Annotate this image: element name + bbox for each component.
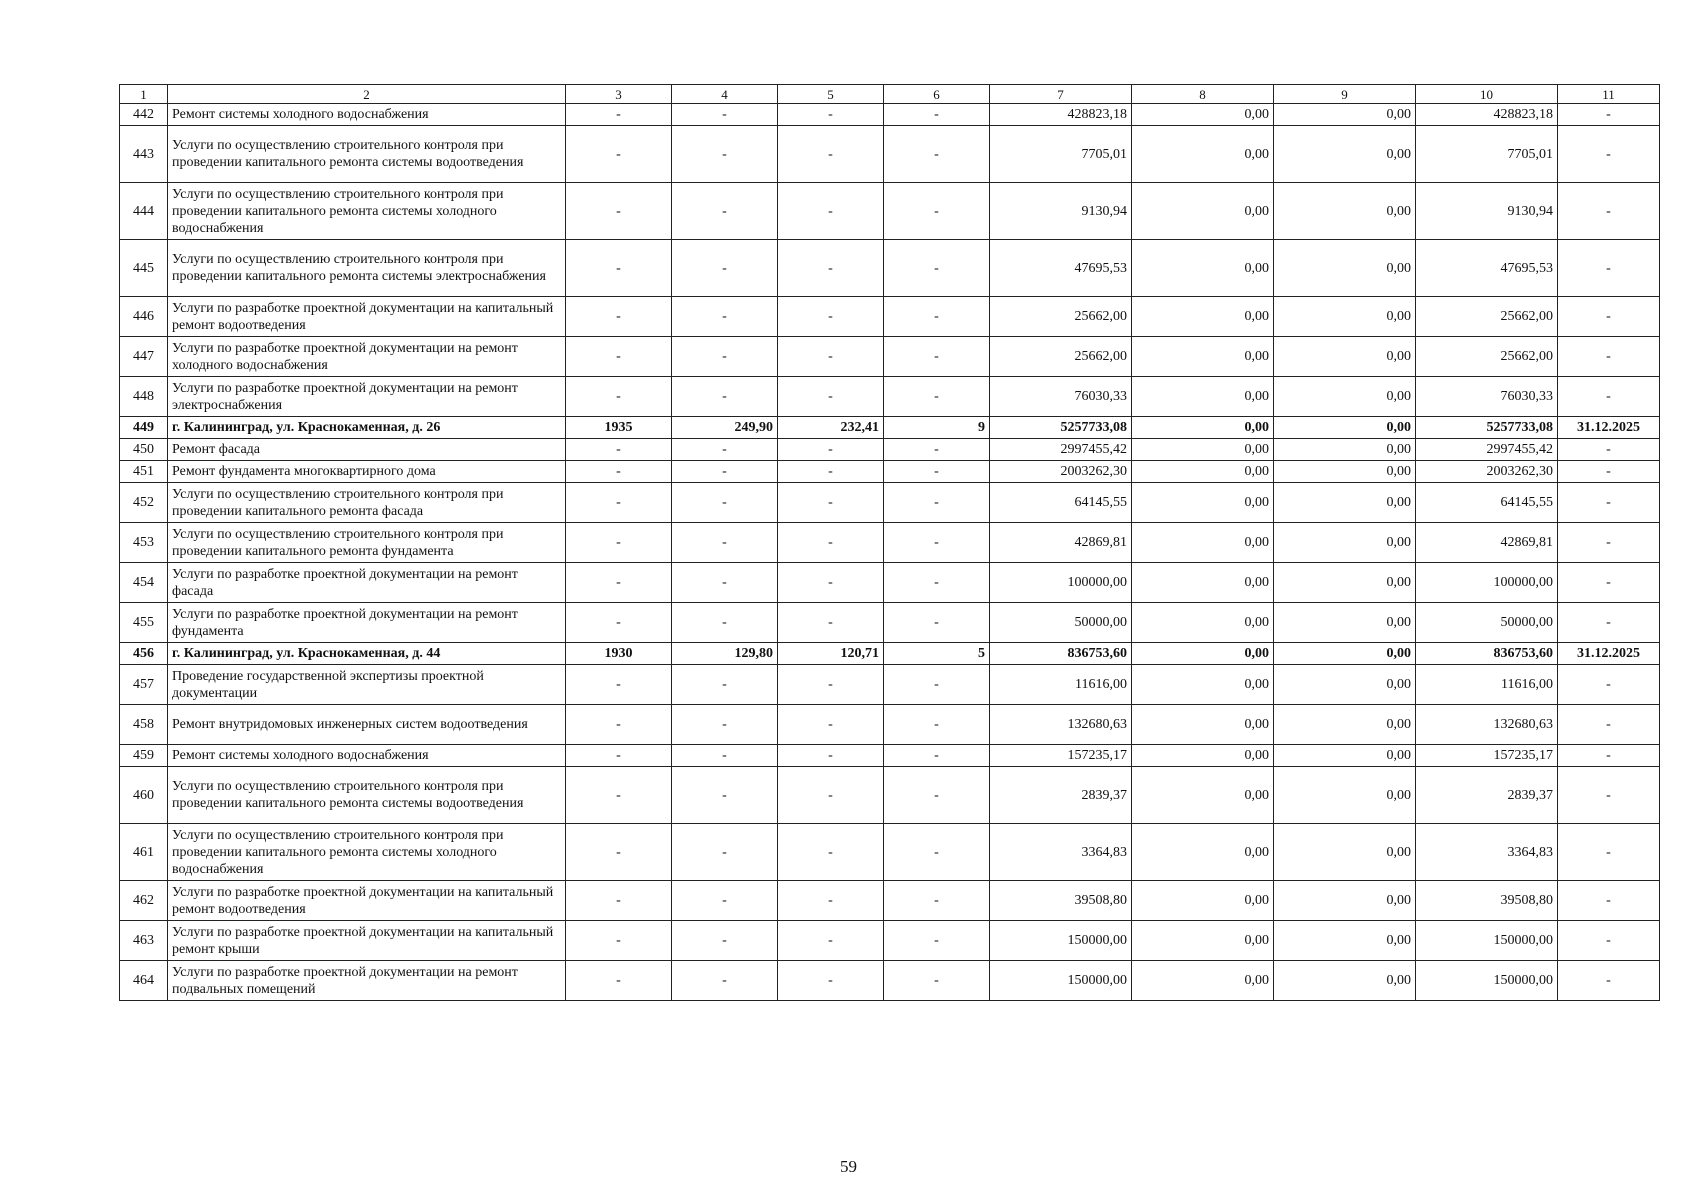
- cell-col-9: 0,00: [1274, 824, 1416, 881]
- page-number: 59: [840, 1157, 857, 1176]
- cell-col-9: 0,00: [1274, 417, 1416, 439]
- table-row: [120, 767, 1660, 824]
- row-number: 458: [120, 705, 168, 745]
- cell-col-4: -: [672, 461, 778, 483]
- row-number: 463: [120, 921, 168, 961]
- cell-col-3: -: [566, 297, 672, 337]
- cell-col-5: -: [778, 824, 884, 881]
- cell-col-11: -: [1558, 483, 1660, 523]
- row-number: 456: [120, 643, 168, 665]
- cell-col-6: -: [884, 767, 990, 824]
- column-header: 5: [778, 85, 884, 104]
- table-row: [120, 705, 1660, 745]
- cell-col-6: -: [884, 824, 990, 881]
- cell-col-5: -: [778, 183, 884, 240]
- cell-col-11: -: [1558, 337, 1660, 377]
- cell-col-5: -: [778, 337, 884, 377]
- cell-col-7: 836753,60: [990, 643, 1132, 665]
- column-header: 11: [1558, 85, 1660, 104]
- table-row: [120, 183, 1660, 240]
- work-name: Услуги по осуществлению строительного контроля при проведении капитального ремонта фундамента: [168, 523, 566, 563]
- cell-col-10: 132680,63: [1416, 705, 1558, 745]
- cell-col-8: 0,00: [1132, 643, 1274, 665]
- cell-col-4: -: [672, 337, 778, 377]
- cell-col-4: -: [672, 824, 778, 881]
- cell-col-5: -: [778, 665, 884, 705]
- work-name: Услуги по осуществлению строительного контроля при проведении капитального ремонта системы холодного водоснабжения: [168, 824, 566, 881]
- cell-col-3: -: [566, 183, 672, 240]
- cell-col-10: 836753,60: [1416, 643, 1558, 665]
- cell-col-4: -: [672, 745, 778, 767]
- work-name: Услуги по осуществлению строительного контроля при проведении капитального ремонта фасада: [168, 483, 566, 523]
- cell-col-8: 0,00: [1132, 240, 1274, 297]
- cell-col-6: -: [884, 337, 990, 377]
- cell-col-7: 5257733,08: [990, 417, 1132, 439]
- row-number: 452: [120, 483, 168, 523]
- row-number: 454: [120, 563, 168, 603]
- cell-col-9: 0,00: [1274, 104, 1416, 126]
- cell-col-3: -: [566, 961, 672, 1001]
- cell-col-11: -: [1558, 297, 1660, 337]
- cell-col-7: 7705,01: [990, 126, 1132, 183]
- cell-col-6: -: [884, 377, 990, 417]
- cell-col-4: -: [672, 921, 778, 961]
- cell-col-3: -: [566, 483, 672, 523]
- cell-col-7: 9130,94: [990, 183, 1132, 240]
- cell-col-5: -: [778, 104, 884, 126]
- cell-col-10: 25662,00: [1416, 297, 1558, 337]
- cell-col-10: 39508,80: [1416, 881, 1558, 921]
- cell-col-11: 31.12.2025: [1558, 417, 1660, 439]
- cell-col-10: 428823,18: [1416, 104, 1558, 126]
- cell-col-4: -: [672, 563, 778, 603]
- column-number-header: [120, 85, 1660, 104]
- row-number: 444: [120, 183, 168, 240]
- column-header: 1: [120, 85, 168, 104]
- cell-col-4: -: [672, 603, 778, 643]
- cell-col-8: 0,00: [1132, 439, 1274, 461]
- cell-col-6: -: [884, 461, 990, 483]
- cell-col-8: 0,00: [1132, 377, 1274, 417]
- cell-col-5: -: [778, 461, 884, 483]
- cell-col-5: 232,41: [778, 417, 884, 439]
- cell-col-4: -: [672, 240, 778, 297]
- row-number: 449: [120, 417, 168, 439]
- cell-col-3: -: [566, 377, 672, 417]
- table-row: [120, 824, 1660, 881]
- cell-col-11: -: [1558, 183, 1660, 240]
- work-name: Услуги по осуществлению строительного контроля при проведении капитального ремонта системы холодного водоснабжения: [168, 183, 566, 240]
- cell-col-3: -: [566, 461, 672, 483]
- cell-col-9: 0,00: [1274, 337, 1416, 377]
- cell-col-7: 100000,00: [990, 563, 1132, 603]
- cell-col-11: -: [1558, 921, 1660, 961]
- cell-col-9: 0,00: [1274, 297, 1416, 337]
- work-name: Услуги по разработке проектной документации на ремонт холодного водоснабжения: [168, 337, 566, 377]
- cell-col-8: 0,00: [1132, 603, 1274, 643]
- row-number: 464: [120, 961, 168, 1001]
- cell-col-8: 0,00: [1132, 461, 1274, 483]
- cell-col-5: -: [778, 745, 884, 767]
- table-row: [120, 240, 1660, 297]
- row-number: 445: [120, 240, 168, 297]
- work-name: Ремонт внутридомовых инженерных систем водоотведения: [168, 705, 566, 745]
- cell-col-8: 0,00: [1132, 705, 1274, 745]
- work-name: г. Калининград, ул. Краснокаменная, д. 44: [168, 643, 566, 665]
- cell-col-3: -: [566, 921, 672, 961]
- cell-col-5: -: [778, 126, 884, 183]
- cell-col-9: 0,00: [1274, 483, 1416, 523]
- cell-col-11: -: [1558, 563, 1660, 603]
- cell-col-7: 132680,63: [990, 705, 1132, 745]
- cell-col-9: 0,00: [1274, 745, 1416, 767]
- row-number: 457: [120, 665, 168, 705]
- cell-col-6: -: [884, 665, 990, 705]
- cell-col-9: 0,00: [1274, 603, 1416, 643]
- cell-col-8: 0,00: [1132, 961, 1274, 1001]
- cell-col-6: -: [884, 563, 990, 603]
- work-name: Услуги по разработке проектной документации на ремонт фасада: [168, 563, 566, 603]
- cell-col-3: -: [566, 824, 672, 881]
- cell-col-4: -: [672, 705, 778, 745]
- cell-col-7: 2003262,30: [990, 461, 1132, 483]
- cell-col-4: 249,90: [672, 417, 778, 439]
- row-number: 461: [120, 824, 168, 881]
- cell-col-9: 0,00: [1274, 767, 1416, 824]
- cell-col-9: 0,00: [1274, 665, 1416, 705]
- cell-col-3: -: [566, 104, 672, 126]
- cell-col-4: -: [672, 523, 778, 563]
- cell-col-10: 2003262,30: [1416, 461, 1558, 483]
- cell-col-10: 11616,00: [1416, 665, 1558, 705]
- row-number: 450: [120, 439, 168, 461]
- cell-col-11: -: [1558, 104, 1660, 126]
- cell-col-9: 0,00: [1274, 563, 1416, 603]
- cell-col-6: -: [884, 603, 990, 643]
- cell-col-5: -: [778, 240, 884, 297]
- cell-col-3: -: [566, 126, 672, 183]
- cell-col-6: -: [884, 745, 990, 767]
- cell-col-4: -: [672, 439, 778, 461]
- cell-col-11: -: [1558, 523, 1660, 563]
- cell-col-3: -: [566, 439, 672, 461]
- row-number: 442: [120, 104, 168, 126]
- cell-col-3: -: [566, 881, 672, 921]
- cell-col-9: 0,00: [1274, 961, 1416, 1001]
- cell-col-7: 25662,00: [990, 297, 1132, 337]
- table-row: [120, 297, 1660, 337]
- cell-col-9: 0,00: [1274, 523, 1416, 563]
- cell-col-3: 1935: [566, 417, 672, 439]
- cell-col-7: 2997455,42: [990, 439, 1132, 461]
- cell-col-7: 2839,37: [990, 767, 1132, 824]
- cell-col-7: 25662,00: [990, 337, 1132, 377]
- cell-col-8: 0,00: [1132, 881, 1274, 921]
- cell-col-10: 2839,37: [1416, 767, 1558, 824]
- cell-col-3: -: [566, 705, 672, 745]
- table-row: [120, 665, 1660, 705]
- cell-col-8: 0,00: [1132, 337, 1274, 377]
- cell-col-9: 0,00: [1274, 461, 1416, 483]
- cell-col-9: 0,00: [1274, 921, 1416, 961]
- table-body: [120, 85, 1660, 1001]
- work-name: Ремонт фасада: [168, 439, 566, 461]
- cell-col-6: -: [884, 523, 990, 563]
- table-row: [120, 126, 1660, 183]
- table-row: [120, 483, 1660, 523]
- cell-col-7: 428823,18: [990, 104, 1132, 126]
- cell-col-4: -: [672, 126, 778, 183]
- cell-col-6: -: [884, 961, 990, 1001]
- cell-col-8: 0,00: [1132, 104, 1274, 126]
- cell-col-7: 11616,00: [990, 665, 1132, 705]
- cell-col-10: 64145,55: [1416, 483, 1558, 523]
- cell-col-8: 0,00: [1132, 767, 1274, 824]
- cell-col-7: 157235,17: [990, 745, 1132, 767]
- row-number: 448: [120, 377, 168, 417]
- cell-col-10: 100000,00: [1416, 563, 1558, 603]
- table-row: [120, 377, 1660, 417]
- work-name: Услуги по осуществлению строительного контроля при проведении капитального ремонта системы водоотведения: [168, 767, 566, 824]
- cell-col-8: 0,00: [1132, 921, 1274, 961]
- table-row: [120, 439, 1660, 461]
- cell-col-6: -: [884, 104, 990, 126]
- cell-col-10: 47695,53: [1416, 240, 1558, 297]
- cell-col-10: 9130,94: [1416, 183, 1558, 240]
- cell-col-5: 120,71: [778, 643, 884, 665]
- cell-col-9: 0,00: [1274, 643, 1416, 665]
- cell-col-11: -: [1558, 665, 1660, 705]
- table-row: [120, 523, 1660, 563]
- cell-col-7: 3364,83: [990, 824, 1132, 881]
- cell-col-3: 1930: [566, 643, 672, 665]
- table-row: [120, 461, 1660, 483]
- cell-col-11: -: [1558, 705, 1660, 745]
- cell-col-6: -: [884, 297, 990, 337]
- cell-col-5: -: [778, 705, 884, 745]
- cell-col-6: 9: [884, 417, 990, 439]
- cell-col-6: 5: [884, 643, 990, 665]
- cell-col-8: 0,00: [1132, 417, 1274, 439]
- cell-col-9: 0,00: [1274, 377, 1416, 417]
- cell-col-8: 0,00: [1132, 483, 1274, 523]
- cell-col-11: -: [1558, 881, 1660, 921]
- cell-col-7: 39508,80: [990, 881, 1132, 921]
- cell-col-4: -: [672, 297, 778, 337]
- cell-col-10: 157235,17: [1416, 745, 1558, 767]
- column-header: 7: [990, 85, 1132, 104]
- work-name: Услуги по осуществлению строительного контроля при проведении капитального ремонта системы электроснабжения: [168, 240, 566, 297]
- cell-col-10: 150000,00: [1416, 961, 1558, 1001]
- cell-col-4: -: [672, 665, 778, 705]
- cell-col-6: -: [884, 183, 990, 240]
- cell-col-11: -: [1558, 377, 1660, 417]
- table-row: [120, 563, 1660, 603]
- column-header: 4: [672, 85, 778, 104]
- column-header: 8: [1132, 85, 1274, 104]
- cell-col-9: 0,00: [1274, 126, 1416, 183]
- work-name: Услуги по осуществлению строительного контроля при проведении капитального ремонта системы водоотведения: [168, 126, 566, 183]
- cell-col-3: -: [566, 603, 672, 643]
- cell-col-6: -: [884, 240, 990, 297]
- cell-col-10: 150000,00: [1416, 921, 1558, 961]
- row-number: 460: [120, 767, 168, 824]
- table-row: [120, 603, 1660, 643]
- cell-col-8: 0,00: [1132, 824, 1274, 881]
- cell-col-10: 50000,00: [1416, 603, 1558, 643]
- work-name: Ремонт системы холодного водоснабжения: [168, 745, 566, 767]
- column-header: 9: [1274, 85, 1416, 104]
- table-row: [120, 921, 1660, 961]
- cell-col-4: -: [672, 104, 778, 126]
- cell-col-11: -: [1558, 126, 1660, 183]
- work-name: Услуги по разработке проектной документации на ремонт фундамента: [168, 603, 566, 643]
- cell-col-5: -: [778, 563, 884, 603]
- cell-col-5: -: [778, 377, 884, 417]
- table-row: [120, 643, 1660, 665]
- cell-col-6: -: [884, 439, 990, 461]
- row-number: 443: [120, 126, 168, 183]
- row-number: 447: [120, 337, 168, 377]
- cell-col-9: 0,00: [1274, 881, 1416, 921]
- cell-col-9: 0,00: [1274, 439, 1416, 461]
- cell-col-5: -: [778, 523, 884, 563]
- cell-col-7: 50000,00: [990, 603, 1132, 643]
- cell-col-10: 2997455,42: [1416, 439, 1558, 461]
- table-row: [120, 337, 1660, 377]
- cell-col-5: -: [778, 297, 884, 337]
- cell-col-11: -: [1558, 240, 1660, 297]
- cell-col-11: -: [1558, 824, 1660, 881]
- work-name: Услуги по разработке проектной документации на капитальный ремонт водоотведения: [168, 297, 566, 337]
- cell-col-8: 0,00: [1132, 523, 1274, 563]
- table-row: [120, 961, 1660, 1001]
- work-name: Услуги по разработке проектной документации на капитальный ремонт крыши: [168, 921, 566, 961]
- cell-col-6: -: [884, 126, 990, 183]
- cell-col-9: 0,00: [1274, 705, 1416, 745]
- cell-col-4: -: [672, 961, 778, 1001]
- row-number: 459: [120, 745, 168, 767]
- cell-col-3: -: [566, 523, 672, 563]
- cell-col-10: 76030,33: [1416, 377, 1558, 417]
- column-header: 6: [884, 85, 990, 104]
- table-row: [120, 417, 1660, 439]
- cell-col-11: -: [1558, 745, 1660, 767]
- cell-col-3: -: [566, 240, 672, 297]
- cell-col-11: -: [1558, 767, 1660, 824]
- cell-col-3: -: [566, 745, 672, 767]
- work-name: Ремонт системы холодного водоснабжения: [168, 104, 566, 126]
- work-name: Услуги по разработке проектной документации на ремонт подвальных помещений: [168, 961, 566, 1001]
- row-number: 455: [120, 603, 168, 643]
- cell-col-6: -: [884, 483, 990, 523]
- column-header: 10: [1416, 85, 1558, 104]
- work-name: Проведение государственной экспертизы проектной документации: [168, 665, 566, 705]
- cell-col-10: 7705,01: [1416, 126, 1558, 183]
- cell-col-9: 0,00: [1274, 240, 1416, 297]
- cell-col-4: -: [672, 881, 778, 921]
- cell-col-8: 0,00: [1132, 126, 1274, 183]
- cell-col-8: 0,00: [1132, 297, 1274, 337]
- row-number: 462: [120, 881, 168, 921]
- cell-col-5: -: [778, 767, 884, 824]
- cell-col-5: -: [778, 961, 884, 1001]
- cell-col-4: -: [672, 183, 778, 240]
- work-name: Услуги по разработке проектной документации на ремонт электроснабжения: [168, 377, 566, 417]
- cell-col-4: -: [672, 377, 778, 417]
- cell-col-8: 0,00: [1132, 563, 1274, 603]
- cell-col-5: -: [778, 439, 884, 461]
- cell-col-7: 150000,00: [990, 961, 1132, 1001]
- cell-col-5: -: [778, 603, 884, 643]
- cell-col-7: 64145,55: [990, 483, 1132, 523]
- column-header: 2: [168, 85, 566, 104]
- cell-col-11: -: [1558, 439, 1660, 461]
- cell-col-5: -: [778, 921, 884, 961]
- cell-col-10: 5257733,08: [1416, 417, 1558, 439]
- cell-col-11: -: [1558, 461, 1660, 483]
- cell-col-11: -: [1558, 603, 1660, 643]
- cell-col-7: 42869,81: [990, 523, 1132, 563]
- cell-col-11: -: [1558, 961, 1660, 1001]
- cell-col-5: -: [778, 881, 884, 921]
- table-row: [120, 881, 1660, 921]
- cell-col-3: -: [566, 337, 672, 377]
- cell-col-6: -: [884, 881, 990, 921]
- cell-col-3: -: [566, 563, 672, 603]
- cell-col-9: 0,00: [1274, 183, 1416, 240]
- table-row: [120, 104, 1660, 126]
- table-row: [120, 745, 1660, 767]
- cell-col-11: 31.12.2025: [1558, 643, 1660, 665]
- work-name: г. Калининград, ул. Краснокаменная, д. 26: [168, 417, 566, 439]
- cell-col-7: 47695,53: [990, 240, 1132, 297]
- cell-col-5: -: [778, 483, 884, 523]
- cell-col-8: 0,00: [1132, 183, 1274, 240]
- cell-col-3: -: [566, 665, 672, 705]
- cell-col-8: 0,00: [1132, 665, 1274, 705]
- work-name: Ремонт фундамента многоквартирного дома: [168, 461, 566, 483]
- cell-col-3: -: [566, 767, 672, 824]
- cell-col-6: -: [884, 921, 990, 961]
- cell-col-8: 0,00: [1132, 745, 1274, 767]
- works-table: [119, 84, 1660, 1001]
- cell-col-4: -: [672, 767, 778, 824]
- cell-col-4: -: [672, 483, 778, 523]
- column-header: 3: [566, 85, 672, 104]
- row-number: 446: [120, 297, 168, 337]
- cell-col-10: 25662,00: [1416, 337, 1558, 377]
- cell-col-7: 150000,00: [990, 921, 1132, 961]
- work-name: Услуги по разработке проектной документации на капитальный ремонт водоотведения: [168, 881, 566, 921]
- cell-col-10: 3364,83: [1416, 824, 1558, 881]
- cell-col-6: -: [884, 705, 990, 745]
- cell-col-10: 42869,81: [1416, 523, 1558, 563]
- row-number: 453: [120, 523, 168, 563]
- cell-col-4: 129,80: [672, 643, 778, 665]
- cell-col-7: 76030,33: [990, 377, 1132, 417]
- row-number: 451: [120, 461, 168, 483]
